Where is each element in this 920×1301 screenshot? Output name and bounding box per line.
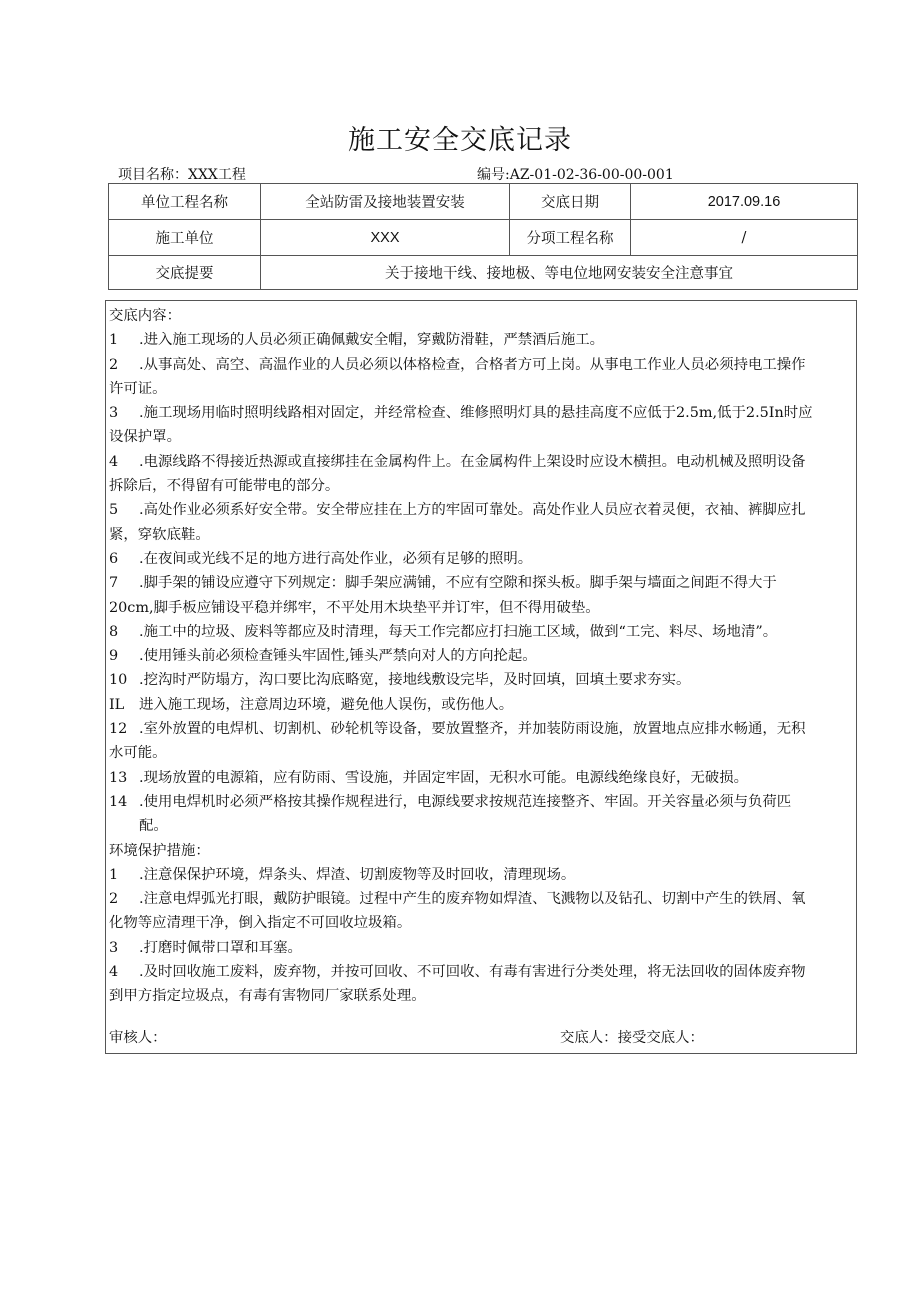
item-text: 进入施工现场，注意周边环境，避免他人误伤，或伤他人。 — [139, 696, 514, 713]
list-item — [109, 717, 852, 766]
info-table — [108, 183, 858, 290]
content-box — [105, 300, 857, 1054]
item-text: .现场放置的电源箱，应有防雨、雪设施，并固定牢固，无积水可能。电源线绝缘良好，无破损。 — [139, 769, 748, 786]
item-text-continued: 20cm,脚手板应铺设平稳并绑牢，不平处用木块垫平并订牢，但不得用破垫。 — [109, 599, 600, 616]
item-text: .从事高处、高空、高温作业的人员必须以体格检查，合格者方可上岗。从事电工作业人员必须持电工操作 — [139, 356, 806, 373]
item-text-continued: 拆除后，不得留有可能带电的部分。 — [109, 478, 340, 495]
date-label: 交底日期 — [510, 184, 631, 220]
list-item — [109, 960, 852, 1009]
item-number: 13 — [109, 769, 128, 786]
item-number: 9 — [109, 648, 119, 665]
item-number: 12 — [109, 721, 128, 738]
list-item — [109, 766, 852, 790]
handover-label: 交底人：接受交底人： — [560, 1030, 704, 1046]
item-number: 4 — [109, 964, 119, 981]
list-item — [109, 644, 852, 668]
item-number: 6 — [109, 550, 119, 567]
list-item — [109, 328, 852, 352]
signature-row — [109, 1026, 852, 1050]
list-item — [109, 450, 852, 499]
info-row — [109, 184, 858, 220]
item-number: 3 — [109, 405, 119, 422]
list-item — [109, 693, 852, 717]
project-name: 项目名称：XXX工程 — [118, 167, 246, 183]
item-number: 5 — [109, 502, 119, 519]
list-item — [109, 547, 852, 571]
document-code: 编号:AZ-01-02-36-00-00-001 — [477, 167, 674, 183]
item-text: .注意电焊弧光打眼，戴防护眼镜。过程中产生的废弃物如焊渣、飞溅物以及钻孔、切割中产生的铁屑、氧 — [139, 891, 806, 908]
list-item — [109, 668, 852, 692]
sub-project-label: 分项工程名称 — [510, 220, 631, 256]
item-text: .及时回收施工废料，废弃物，并按可回收、不可回收、有毒有害进行分类处理，将无法回收的固体废弃物 — [139, 964, 806, 981]
content-heading: 交底内容： — [109, 308, 181, 324]
item-text: .电源线路不得接近热源或直接绑挂在金属构件上。在金属构件上架设时应设木横担。电动机械及照明设备 — [139, 453, 806, 470]
summary-label: 交底提要 — [109, 256, 261, 290]
list-item — [109, 498, 852, 547]
construction-unit-label: 施工单位 — [109, 220, 261, 256]
construction-unit-value: XXX — [261, 220, 510, 256]
env-items-list — [109, 863, 852, 1009]
item-text-continued: 到甲方指定垃圾点，有毒有害物同厂家联系处理。 — [109, 988, 426, 1005]
item-text-continued: 紧，穿软底鞋。 — [109, 526, 210, 543]
list-item — [109, 936, 852, 960]
item-text-continued: 配。 — [139, 818, 168, 835]
item-text: .打磨时佩带口罩和耳塞。 — [139, 939, 302, 956]
date-value: 2017.09.16 — [631, 184, 858, 220]
item-number: 7 — [109, 575, 119, 592]
summary-value: 关于接地干线、接地极、等电位地网安装安全注意事宜 — [261, 256, 858, 290]
item-text: .注意保保护环境，焊条头、焊渣、切割废物等及时回收，清理现场。 — [139, 866, 576, 883]
unit-project-label: 单位工程名称 — [109, 184, 261, 220]
safety-items-list — [109, 328, 852, 838]
item-number: 1 — [109, 332, 119, 349]
item-text-continued: 化物等应清理干净，倒入指定不可回收垃圾箱。 — [109, 915, 412, 932]
item-text-continued: 水可能。 — [109, 745, 167, 762]
item-text-continued: 许可证。 — [109, 380, 167, 397]
item-number: 3 — [109, 939, 119, 956]
env-heading: 环境保护措施： — [109, 842, 210, 859]
page-title: 施工安全交底记录 — [348, 125, 572, 156]
list-item — [109, 620, 852, 644]
item-number: 1 — [109, 866, 119, 883]
info-row — [109, 256, 858, 290]
item-text: .使用锤头前必须检查锤头牢固性,锤头严禁向对人的方向抡起。 — [139, 648, 537, 665]
list-item — [109, 401, 852, 450]
content-body — [109, 304, 852, 1009]
item-text: .使用电焊机时必须严格按其操作规程进行，电源线要求按规范连接整齐、牢固。开关容量必须与负荷匹 — [139, 793, 792, 810]
item-number: 8 — [109, 623, 119, 640]
list-item — [109, 887, 852, 936]
item-text: .进入施工现场的人员必须正确佩戴安全帽，穿戴防滑鞋，严禁酒后施工。 — [139, 332, 605, 349]
item-text: .高处作业必须系好安全带。安全带应挂在上方的牢固可靠处。高处作业人员应衣着灵便，衣袖、裤脚应扎 — [139, 502, 806, 519]
item-number: 10 — [109, 672, 128, 689]
item-text-continued: 设保护罩。 — [109, 429, 181, 446]
item-number: 2 — [109, 356, 119, 373]
item-text: .挖沟时严防塌方，沟口要比沟底略宽，接地线敷设完毕，及时回填，回填土要求夯实。 — [139, 672, 691, 689]
item-text: .室外放置的电焊机、切割机、砂轮机等设备，要放置整齐，并加装防雨设施，放置地点应排水畅通，无积 — [139, 721, 806, 738]
item-number: 14 — [109, 793, 128, 810]
sub-project-value: / — [631, 220, 858, 256]
item-number: IL — [109, 696, 125, 713]
list-item — [109, 790, 852, 839]
list-item — [109, 353, 852, 402]
item-text: .在夜间或光线不足的地方进行高处作业，必须有足够的照明。 — [139, 550, 533, 567]
list-item — [109, 571, 852, 620]
list-item — [109, 863, 852, 887]
item-text: .脚手架的铺设应遵守下列规定：脚手架应满铺，不应有空隙和探头板。脚手架与墙面之间距不得大于 — [139, 575, 777, 592]
item-number: 4 — [109, 453, 119, 470]
reviewer-label: 审核人： — [109, 1030, 167, 1046]
info-row — [109, 220, 858, 256]
item-number: 2 — [109, 891, 119, 908]
item-text: .施工中的垃圾、废料等都应及时清理，每天工作完都应打扫施工区域，做到“工完、料尽、场地清”。 — [139, 623, 778, 640]
meta-row — [118, 164, 858, 184]
unit-project-value: 全站防雷及接地装置安装 — [261, 184, 510, 220]
item-text: .施工现场用临时照明线路相对固定，并经常检查、维修照明灯具的悬挂高度不应低于2.5m,低于2.5In时应 — [139, 405, 813, 422]
